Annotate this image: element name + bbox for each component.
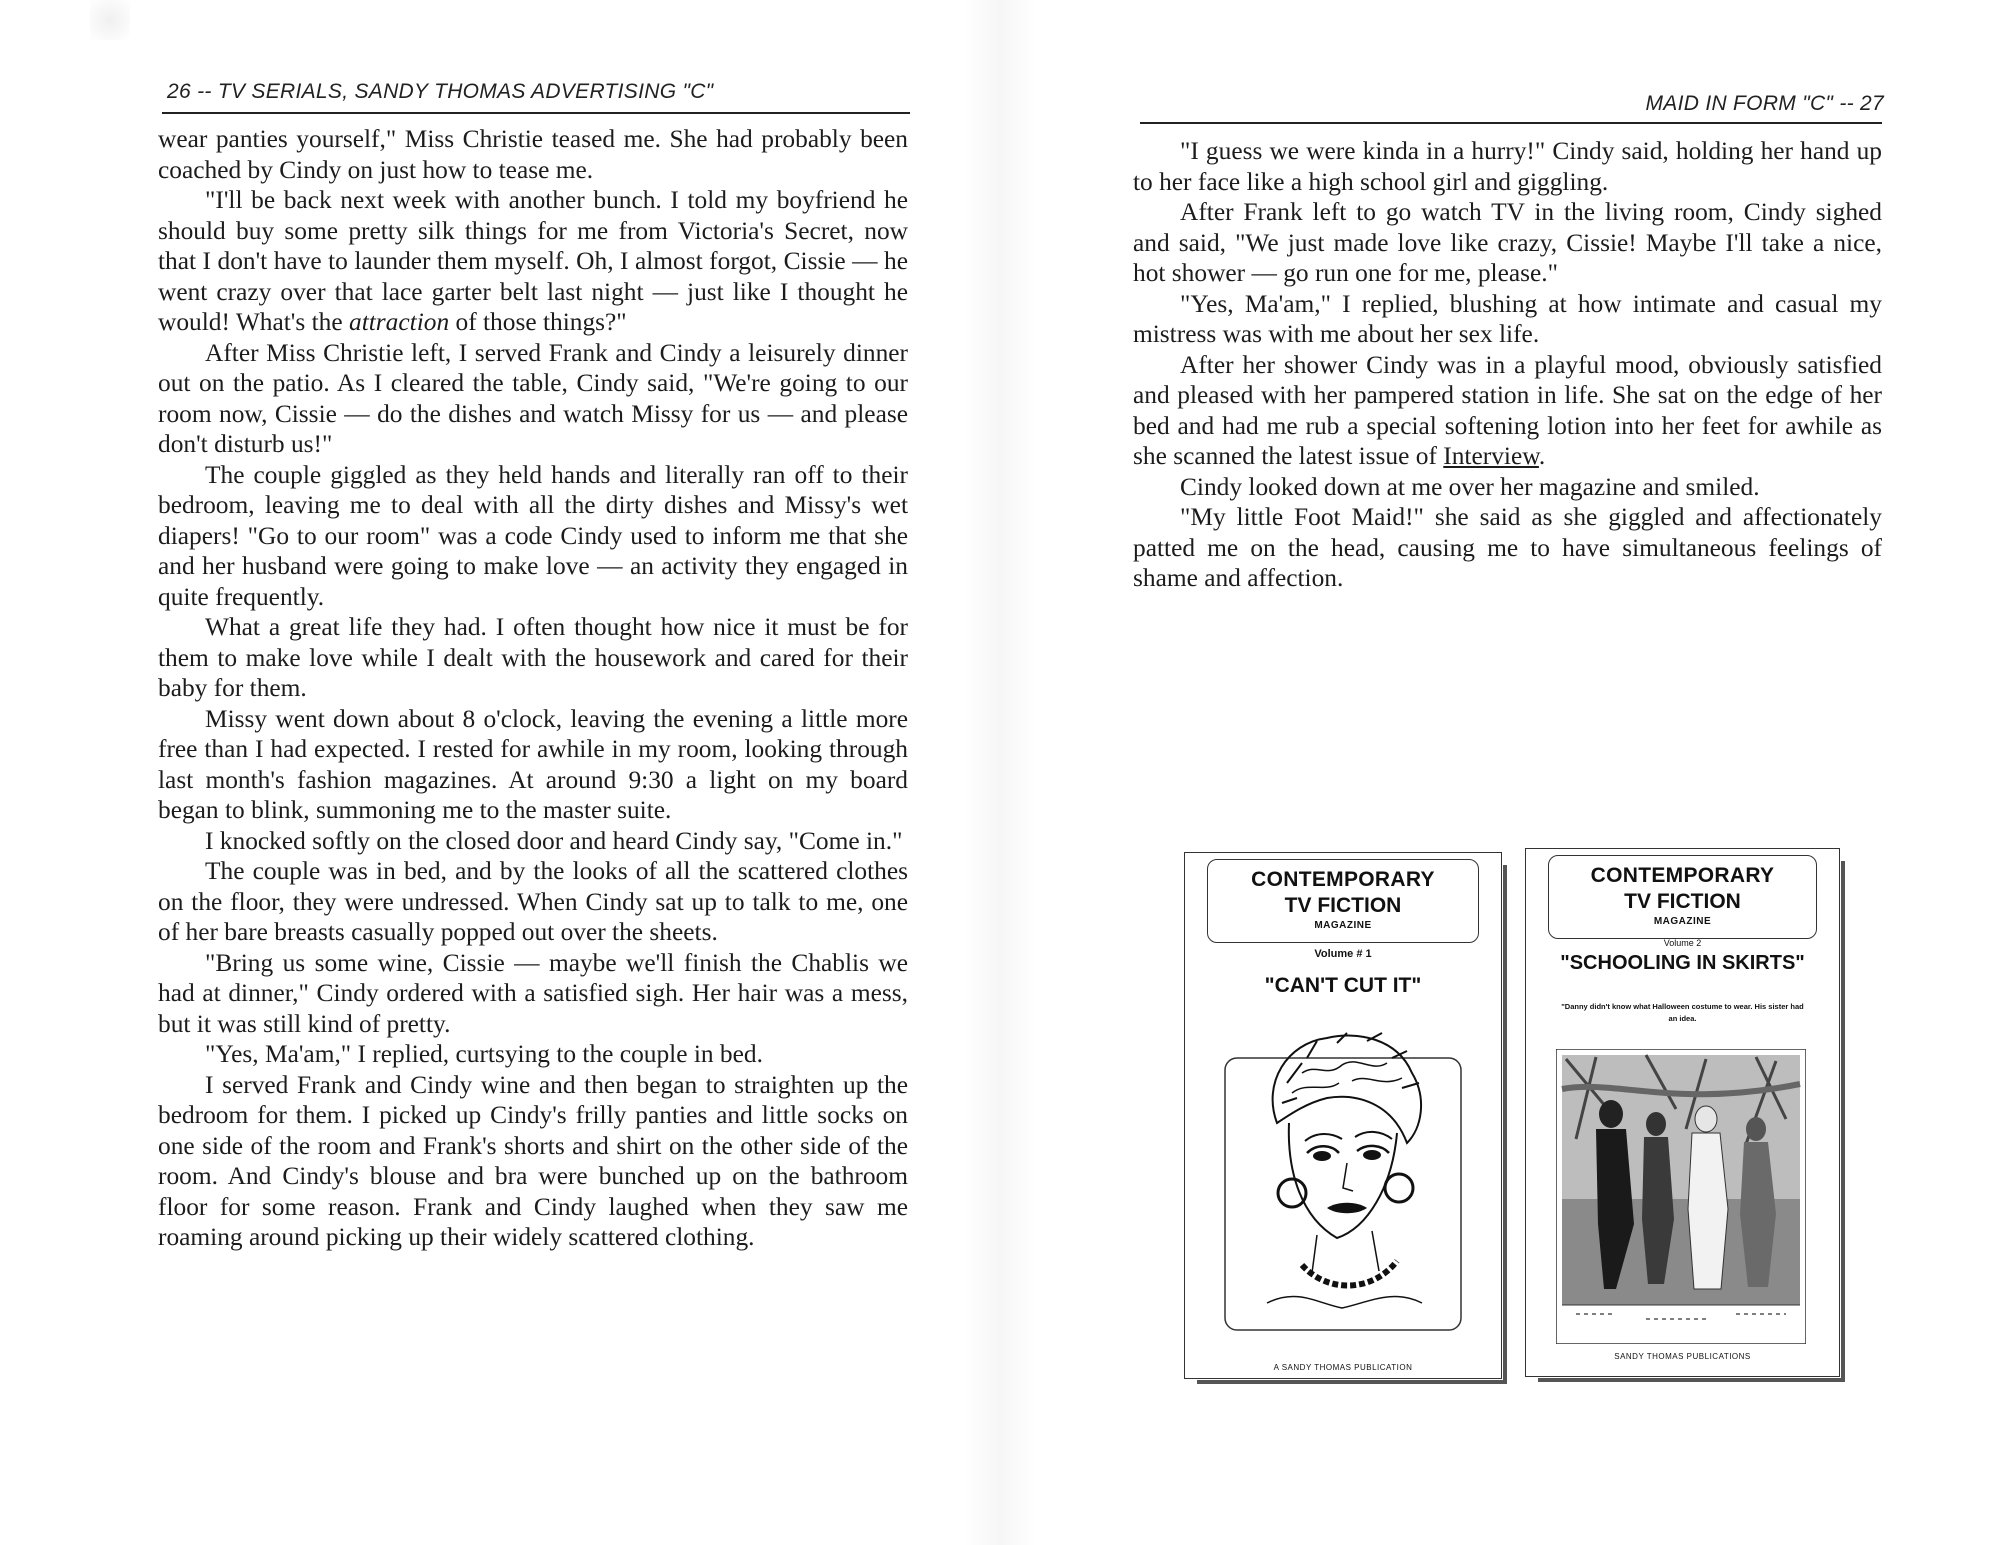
cover-publisher: A SANDY THOMAS PUBLICATION <box>1273 1363 1413 1372</box>
left-body-text <box>158 124 908 1253</box>
left-running-head: 26 -- TV SERIALS, SANDY THOMAS ADVERTISING "C" <box>167 80 714 103</box>
left-header-rule <box>162 112 910 114</box>
masthead-subtitle: TV FICTION <box>1624 890 1741 913</box>
right-running-head: MAID IN FORM "C" -- 27 <box>1645 92 1884 115</box>
masthead-label: MAGAZINE <box>1314 920 1372 931</box>
right-header-rule <box>1140 122 1882 124</box>
paragraph-tail: of those things?" <box>449 308 627 336</box>
cover-volume: Volume # 1 <box>1314 948 1372 960</box>
right-page <box>1000 0 1999 1545</box>
paragraph: After Miss Christie left, I served Frank and Cindy a leisurely dinner out on the patio. As I cleared the table, Cindy said, "We're going to our room now, Cissie — do the dishes and watch Missy for us — and please don't disturb us!" <box>158 338 908 458</box>
cover-shadow <box>1538 1378 1845 1382</box>
magazine-cover-volume-2 <box>1525 848 1840 1377</box>
paragraph: "Yes, Ma'am," I replied, curtsying to the couple in bed. <box>205 1040 763 1068</box>
paragraph: Cindy looked down at me over her magazine and smiled. <box>1180 472 1760 501</box>
cover-shadow <box>1841 861 1845 1382</box>
street-scene-photo <box>1556 1049 1806 1344</box>
cover-volume: Volume 2 <box>1663 938 1702 948</box>
paragraph: The couple giggled as they held hands and literally ran off to their bedroom, leaving me to deal with all the dirty dishes and Missy's wet diapers! "Go to our room" was a code Cindy used to inform me that she and her husband were going to make love — an activity they engaged in quite frequently. <box>158 460 908 611</box>
paragraph: "Bring us some wine, Cissie — maybe we'll finish the Chablis we had at dinner," Cindy ordered with a satisfied sigh. Her hair was a mess, but it was still kind of pretty. <box>158 948 908 1038</box>
paragraph-text: After her shower Cindy was in a playful mood, obviously satisfied and pleased with her pampered station in life. She sat on the edge of her bed and had me rub a special softening lotion into her feet for awhile as she scanned the latest issue of <box>1133 350 1882 470</box>
paragraph: The couple was in bed, and by the looks of all the scattered clothes on the floor, they were undressed. When Cindy sat up to talk to me, one of her bare breasts casually popped out over the sheets. <box>158 857 908 946</box>
paragraph: After Frank left to go watch TV in the living room, Cindy sighed and said, "We just made love like crazy, Cissie! Maybe I'll take a nice, hot shower — go run one for me, please." <box>1133 198 1882 287</box>
italic-emphasis: attraction <box>349 308 450 336</box>
masthead-subtitle: TV FICTION <box>1284 894 1402 917</box>
cover-masthead <box>1207 859 1479 943</box>
cover-masthead <box>1548 855 1817 939</box>
paragraph <box>158 185 908 338</box>
paragraph: Missy went down about 8 o'clock, leaving the evening a little more free than I had expected. I rested for awhile in my room, looking through last month's fashion magazines. At around 9:30 a light on my board began to blink, summoning me to the master suite. <box>158 704 908 824</box>
cover-tagline: "Danny didn't know what Halloween costume to wear. His sister had an idea. <box>1561 1002 1804 1023</box>
masthead-title: CONTEMPORARY <box>1251 868 1435 891</box>
woman-portrait-illustration <box>1207 1003 1479 1338</box>
paragraph: "Yes, Ma'am," I replied, blushing at how intimate and casual my mistress was with me about her sex life. <box>1133 289 1882 348</box>
paragraph <box>1133 350 1882 472</box>
cover-shadow <box>1503 865 1507 1384</box>
cover-publisher: SANDY THOMAS PUBLICATIONS <box>1614 1352 1751 1361</box>
cover-shadow <box>1197 1380 1507 1384</box>
underlined-title: Interview <box>1443 442 1539 470</box>
paragraph: "My little Foot Maid!" she said as she giggled and affectionately patted me on the head, causing me to have simultaneous feelings of shame and affection. <box>1133 503 1882 592</box>
masthead-title: CONTEMPORARY <box>1590 864 1775 887</box>
paragraph: I served Frank and Cindy wine and then began to straighten up the bedroom for them. I picked up Cindy's frilly panties and little socks on one side of the room and Frank's shorts and shirt on the other side of the room. And Cindy's blouse and bra were bunched up on the bathroom floor for some reason. Frank and Cindy laughed when they saw me roaming around picking up their widely scattered clothing. <box>158 1070 908 1251</box>
right-body-text <box>1133 136 1882 594</box>
masthead-label: MAGAZINE <box>1653 916 1712 927</box>
paragraph-tail: . <box>1538 442 1546 470</box>
paragraph: What a great life they had. I often thought how nice it must be for them to make love while I dealt with the housework and cared for their baby for them. <box>158 613 908 702</box>
paragraph: I knocked softly on the closed door and heard Cindy say, "Come in." <box>205 826 903 855</box>
magazine-cover-volume-1 <box>1184 852 1502 1379</box>
paragraph-text: "I'll be back next week with another bunch. I told my boyfriend he should buy some pretty silk things for me from Victoria's Secret, now that I don't have to launder them myself. Oh, I almost forgot, Cissie — he went crazy over that lace garter belt last night — just like I thought he would! What's the <box>158 186 908 336</box>
paragraph: wear panties yourself," Miss Christie teased me. She had probably been coached by Cindy on just how to tease me. <box>158 125 908 184</box>
cover-title: "CAN'T CUT IT" <box>1264 974 1422 997</box>
cover-title: "SCHOOLING IN SKIRTS" <box>1560 952 1805 974</box>
paragraph: "I guess we were kinda in a hurry!" Cindy said, holding her hand up to her face like a high school girl and giggling. <box>1133 137 1882 196</box>
